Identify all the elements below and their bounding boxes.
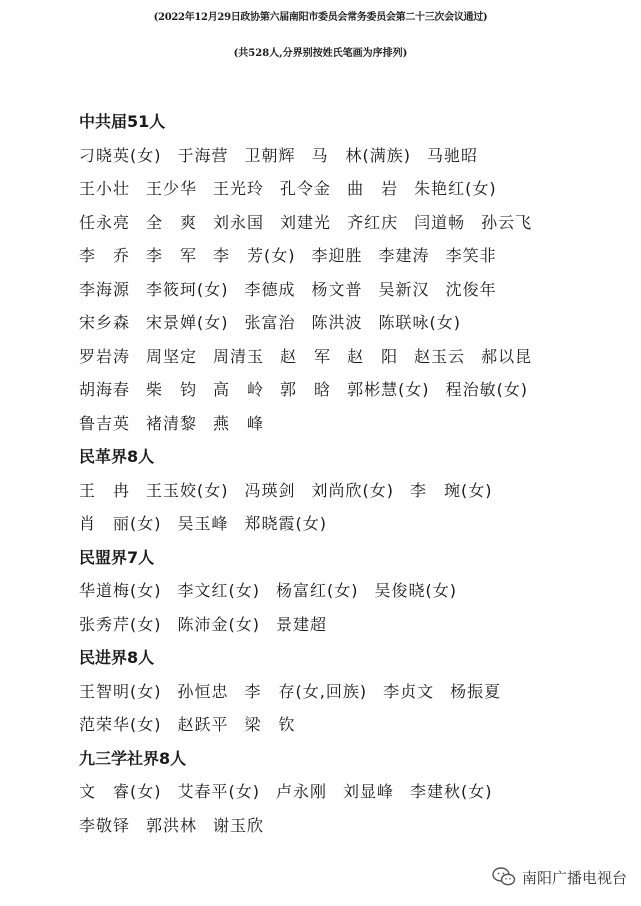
member-name: 王 冉: [79, 480, 131, 500]
member-name: 曲 岩: [347, 179, 399, 198]
member-name: 杨振夏: [450, 681, 502, 701]
member-name: 李建秋(女): [410, 782, 493, 801]
member-name: 李 乔: [79, 246, 131, 265]
section-title: 中共届51人: [79, 112, 166, 131]
member-name: 李笑非: [445, 246, 497, 265]
member-name: 李 军: [146, 246, 198, 265]
member-name: 李建涛: [378, 246, 430, 265]
name-row: [79, 775, 619, 809]
member-name: 景建超: [276, 614, 328, 634]
member-name: 褚清黎: [146, 413, 198, 433]
member-name: 郭彬慧(女): [347, 380, 430, 399]
section-title: 民进界8人: [79, 648, 155, 667]
name-row: [79, 373, 619, 407]
member-name: 张富治: [244, 313, 296, 332]
member-name: 刁晓英(女): [79, 145, 162, 165]
name-row: [79, 474, 619, 508]
member-name: 刘显峰: [343, 782, 395, 801]
member-name: 宋乡森: [79, 313, 131, 332]
name-row: [79, 239, 619, 273]
member-name: 杨富红(女): [276, 581, 359, 600]
section-title: 民盟界7人: [79, 547, 155, 567]
member-name: 马 林(满族): [311, 145, 412, 165]
member-name: 刘尚欣(女): [311, 480, 395, 500]
section-title: 民革界8人: [79, 447, 155, 466]
member-name: 王玉姣(女): [146, 480, 229, 500]
member-name: 孙恒忠: [177, 681, 229, 701]
member-name: 刘永国: [213, 212, 265, 232]
member-name: 郝以昆: [481, 346, 533, 366]
name-row: [79, 809, 619, 843]
member-name: 王智明(女): [79, 681, 162, 701]
section-title: 九三学社界8人: [79, 748, 187, 768]
member-name: 鲁吉英: [79, 413, 131, 433]
member-name: 吴俊晓(女): [374, 581, 457, 600]
name-row: [79, 340, 619, 374]
member-name: 宋景婵(女): [146, 313, 229, 332]
member-name: 郭洪林: [146, 815, 198, 835]
member-name: 郭 晗: [280, 380, 332, 399]
member-name: 闫道畅: [414, 212, 466, 232]
name-row: [79, 608, 619, 642]
member-name: 于海营: [177, 145, 229, 165]
member-name: 周清玉: [213, 346, 265, 366]
member-name: 王小壮: [79, 179, 131, 198]
member-name: 陈洪波: [311, 313, 363, 332]
wechat-icon: [492, 866, 516, 888]
member-name: 谢玉欣: [213, 815, 265, 835]
name-row: [79, 708, 619, 742]
name-row: [79, 273, 619, 307]
member-name: 冯瑛剑: [244, 480, 296, 500]
member-name: 李海源: [79, 279, 131, 299]
member-name: 李文红(女): [177, 581, 260, 600]
member-name: 艾春平(女): [177, 782, 260, 801]
watermark-text: 南阳广播电视台: [521, 868, 627, 887]
member-name: 卫朝辉: [244, 145, 296, 165]
member-name: 孔令金: [280, 179, 332, 198]
member-name: 孙云飞: [481, 212, 533, 232]
member-name: 朱艳红(女): [414, 179, 497, 198]
name-row: [79, 206, 619, 240]
name-row: [79, 675, 619, 709]
member-name: 李 芳(女): [213, 246, 296, 265]
member-name: 李贞文: [383, 681, 435, 701]
member-name: 吴新汉: [378, 279, 430, 299]
member-name: 王光玲: [213, 179, 265, 198]
member-name: 梁 钦: [244, 715, 296, 734]
member-name: 张秀芹(女): [79, 614, 162, 634]
member-list: [79, 105, 619, 842]
member-name: 马驰昭: [427, 145, 479, 165]
member-name: 赵玉云: [414, 346, 466, 366]
member-name: 李德成: [244, 279, 296, 299]
member-name: 李 琬(女): [410, 480, 493, 500]
member-name: 李迎胜: [311, 246, 363, 265]
member-name: 吴玉峰: [177, 514, 229, 533]
member-name: 李筱珂(女): [146, 279, 229, 299]
name-row: [79, 172, 619, 206]
member-name: 华道梅(女): [79, 581, 162, 600]
member-name: 周坚定: [146, 346, 198, 366]
member-name: 沈俊年: [445, 279, 497, 299]
member-name: 陈沛金(女): [177, 614, 260, 634]
document-subtitle-meeting: (2022年12月29日政协第六届南阳市委员会常务委员会第二十三次会议通过): [153, 12, 488, 23]
member-name: 赵跃平: [177, 715, 229, 734]
name-row: [79, 306, 619, 340]
member-name: 陈联咏(女): [378, 313, 462, 332]
name-row: [79, 507, 619, 541]
name-row: [79, 407, 619, 441]
member-name: 李 存(女,回族): [244, 681, 368, 701]
member-name: 罗岩涛: [79, 346, 131, 366]
member-name: 柴 钧: [146, 380, 198, 399]
member-name: 刘建光: [280, 212, 332, 232]
watermark: [492, 866, 627, 888]
member-name: 任永亮: [79, 212, 131, 232]
member-name: 全 爽: [146, 212, 198, 232]
member-name: 胡海春: [79, 380, 131, 399]
member-name: 杨文普: [311, 279, 363, 299]
member-name: 文 睿(女): [79, 782, 162, 801]
member-name: 齐红庆: [347, 212, 399, 232]
name-row: [79, 574, 619, 608]
member-name: 肖 丽(女): [79, 514, 162, 533]
member-name: 李敬铎: [79, 815, 131, 835]
member-name: 范荣华(女): [79, 715, 162, 734]
member-name: 赵 军: [280, 346, 332, 366]
member-name: 程治敏(女): [445, 380, 529, 399]
member-name: 燕 峰: [213, 413, 265, 433]
member-name: 王少华: [146, 179, 198, 198]
name-row: [79, 139, 619, 173]
member-name: 卢永刚: [276, 782, 328, 801]
member-name: 赵 阳: [347, 346, 399, 366]
member-name: 高 岭: [213, 380, 265, 399]
document-subtitle-count: (共528人,分界别按姓氏笔画为序排列): [233, 48, 408, 59]
member-name: 郑晓霞(女): [244, 514, 328, 533]
